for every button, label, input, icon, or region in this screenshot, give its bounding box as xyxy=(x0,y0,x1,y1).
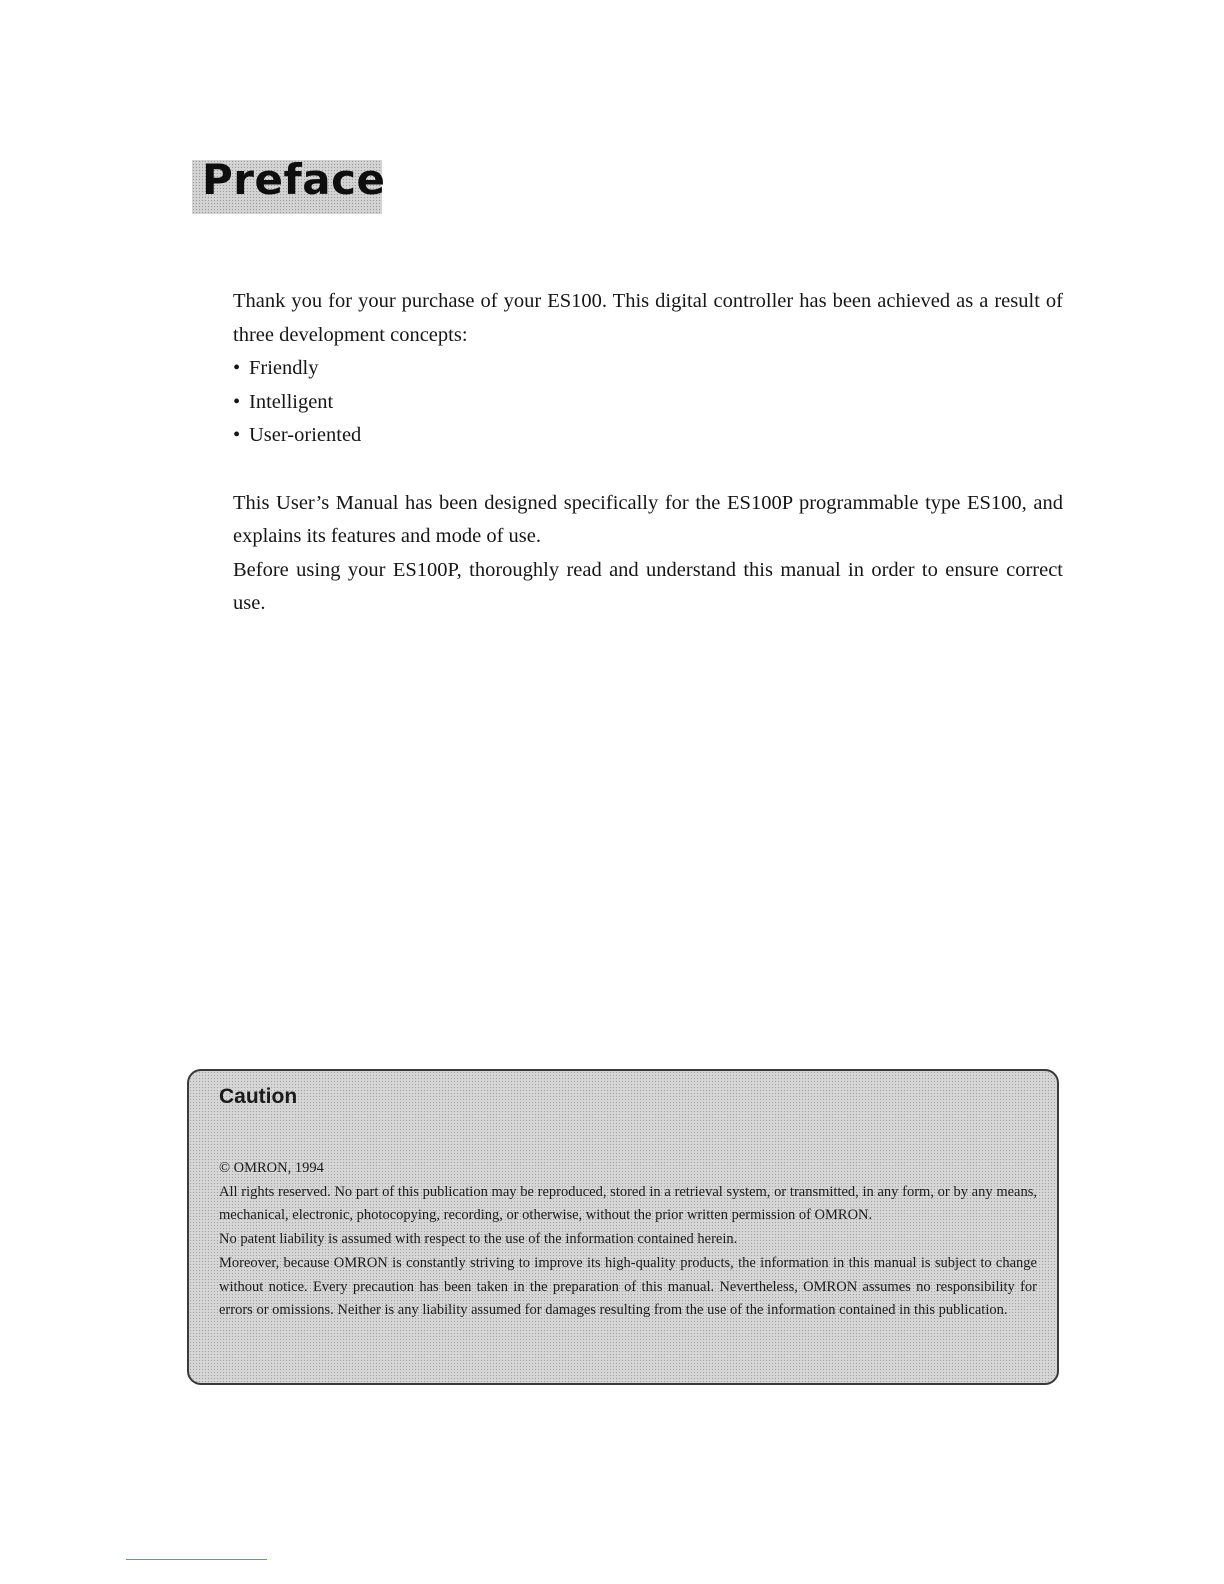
bullet-icon: • xyxy=(233,424,241,446)
caution-body xyxy=(219,1157,1037,1323)
caution-title: Caution xyxy=(219,1085,298,1108)
manual-paragraph: This User’s Manual has been designed specifically for the ES100P programmable type ES100, and explains its features and mode of use. xyxy=(233,491,1063,547)
liability-paragraph: No patent liability is assumed with respect to the use of the information contained herein. xyxy=(219,1231,738,1248)
bullet-icon: • xyxy=(233,390,241,413)
rights-paragraph: All rights reserved. No part of this publication may be reproduced, stored in a retrieval system, or transmitted, in any form, or by any means, mechanical, electronic, photocopying, recording, or otherwise, without the prior written permission of OMRON. xyxy=(219,1183,1037,1224)
bullet-icon: • xyxy=(233,357,241,379)
disclaimer-paragraph: Moreover, because OMRON is constantly striving to improve its high-quality products, the information in this manual is subject to change without notice. Every precaution has been taken in the preparation of this manual. Nevertheless, OMRON assumes no responsibility for errors or omissions. Neither is any liability assumed for damages resulting from the use of the information contained in this publication. xyxy=(219,1254,1037,1319)
list-item xyxy=(233,386,1063,420)
read-paragraph: Before using your ES100P, thoroughly read and understand this manual in order to ensure correct use. xyxy=(233,558,1063,614)
caution-box xyxy=(187,1069,1059,1385)
list-item xyxy=(233,352,1063,386)
footer-rule xyxy=(126,1559,267,1560)
intro-paragraph: Thank you for your purchase of your ES100. This digital controller has been achieved as a result of three development concepts: xyxy=(233,290,1063,346)
concept-label: Intelligent xyxy=(249,390,334,413)
concept-label: User-oriented xyxy=(249,424,362,446)
concept-label: Friendly xyxy=(249,357,319,379)
page-title: Preface xyxy=(202,155,386,204)
paragraph-spacer xyxy=(233,453,1063,487)
copyright-line: © OMRON, 1994 xyxy=(219,1160,324,1176)
list-item xyxy=(233,419,1063,453)
preface-body xyxy=(233,285,1063,621)
concept-list xyxy=(233,352,1063,453)
